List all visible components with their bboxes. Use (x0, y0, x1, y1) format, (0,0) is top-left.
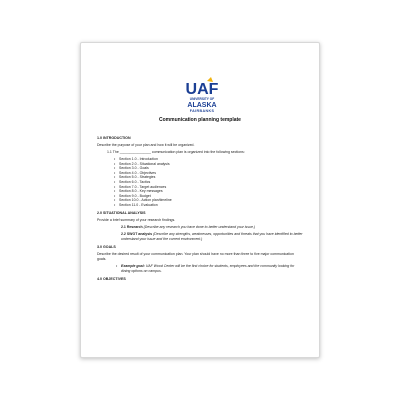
heading-goals: 3.0 GOALS (97, 244, 116, 249)
uaf-logo (184, 77, 220, 117)
list-item: • Section 9.0 - Budget (119, 194, 303, 199)
section-list (97, 157, 303, 208)
heading-situational-analysis: 2.0 SITUATIONAL ANALYSIS (97, 210, 146, 215)
example-goal-text: UAF Wood Center will be the first choice for students, employees and the community looking for dining options on campus. (121, 263, 295, 273)
research-text: (Describe any research you have done to better understand your issue.) (143, 224, 256, 229)
situational-description: Provide a brief summary of your research findings. (97, 217, 176, 222)
heading-objectives: 4.0 OBJECTIVES (97, 276, 126, 281)
intro-description: Describe the purpose of your plan and how it will be organized. (97, 143, 195, 147)
list-item: • Section 1.0 - Introduction (119, 157, 303, 162)
example-goal (121, 264, 303, 274)
document-title: Communication planning template (159, 117, 241, 123)
goals-description: Describe the desired result of your communication plan. Your plan should have no more than three to five major communication goals. (97, 251, 294, 261)
swot-text: (Describe any strengths, weaknesses, opportunities and threats that you have identified to better understand your issue and the current environment.) (121, 231, 303, 241)
list-item: • Section 10.0 - Action plan/timeline (119, 198, 303, 203)
swot-paragraph (121, 232, 303, 242)
list-item: • Section 2.0 - Situational analysis (119, 162, 303, 167)
list-item: • Section 4.0 - Objectives (119, 171, 303, 176)
list-item: • Section 5.0 - Strategies (119, 175, 303, 180)
research-label: 2.1 Research (121, 224, 143, 229)
example-goal-label: Example goal: (121, 263, 145, 268)
logo-university-text: UNIVERSITY OF (189, 97, 215, 101)
list-item: • Section 7.0 - Target audiences (119, 185, 303, 190)
logo-uaf-text: UAF (185, 81, 219, 98)
list-item: • Section 11.0 - Evaluation (119, 203, 303, 208)
uaf-logo-graphic (184, 77, 220, 117)
swot-label: 2.2 SWOT analysis (121, 231, 153, 236)
intro-organization-line: 1.1 The ________________ communication plan is organized into the following sections: (107, 150, 245, 154)
list-item: • Section 8.0 - Key messages (119, 189, 303, 194)
document-page (80, 42, 320, 358)
research-paragraph (121, 225, 303, 230)
list-item: • Section 3.0 - Goals (119, 166, 303, 171)
logo-fairbanks-text: FAIRBANKS (189, 109, 215, 113)
logo-alaska-text: ALASKA (187, 102, 217, 109)
heading-introduction: 1.0 INTRODUCTION (97, 136, 131, 140)
document-body (97, 133, 303, 284)
list-item: • Section 6.0 - Tactics (119, 180, 303, 185)
